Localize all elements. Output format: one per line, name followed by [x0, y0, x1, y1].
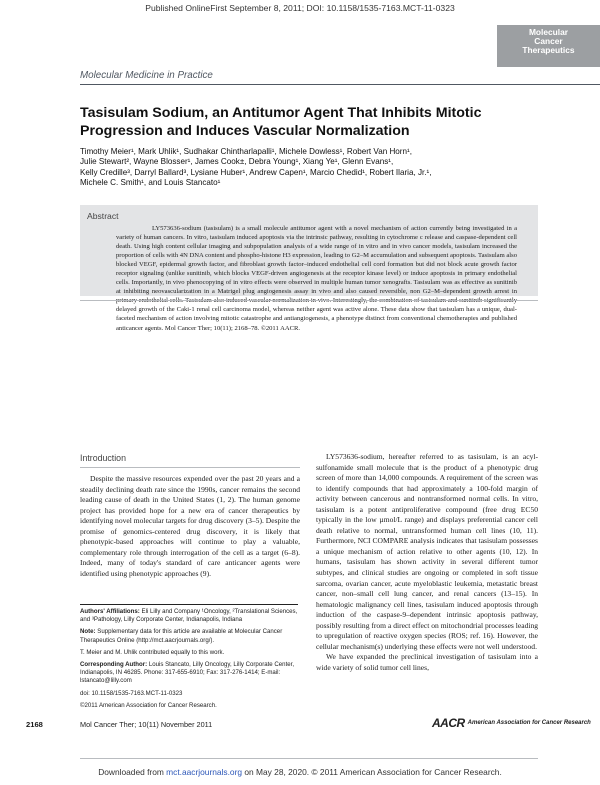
article-title — [80, 104, 520, 140]
journal-badge — [497, 25, 600, 67]
section-label: Molecular Medicine in Practice — [80, 70, 213, 81]
body-paragraph: LY573636-sodium, hereafter referred to as tasisulam, is an acyl-sulfonamide small molecule that is the product of a phenotypic drug screen of more than 14,000 compounds. A requirement of the screen was to identify compounds that had approximately a 100-fold margin of activity between cancerous and nontransformed normal cells. In vitro, tasisulam is a potent antiproliferative compound (free drug EC50 typically in the low µmol/L range) and displays preferential cancer cell death relative to normal, untransformed human cell lines (10, 11). Furthermore, NCI COMPARE analysis indicates that tasisulam possesses a unique mechanism of action relative to other agents (10, 12). In humans, tasisulam has shown activity in several different tumor subtypes, and clinical studies are ongoing or completed in soft tissue sarcoma, ovarian cancer, acute myeloblastic leukemia, metastatic breast cancer, non–small cell lung cancer, and renal cancers (13–15). In hematologic malignancy cell lines, tasisulam induced apoptosis through induction of the caspase-9–dependent intrinsic apoptosis pathway, possibly resulting from a direct effect on mitochondrial processes leading to upregulation of reactive oxygen species (ROS; ref. 16). However, the cellular mechanism(s) underlying these effects were not well understood. — [316, 452, 538, 651]
author-line: Timothy Meier¹, Mark Uhlik¹, Sudhakar Chintharlapalli¹, Michele Dowless¹, Robert Van Horn¹, — [80, 147, 412, 156]
journal-badge-line: Cancer — [534, 36, 563, 47]
note-text: Supplementary data for this article are available at Molecular Cancer Therapeutics Online (http://mct.aacrjournals.org/). — [80, 628, 283, 644]
download-suffix: on May 28, 2020. © 2011 American Association for Cancer Research. — [244, 767, 502, 777]
abstract-heading: Abstract — [87, 211, 119, 221]
corresponding-label: Corresponding Author: — [80, 661, 148, 669]
download-prefix: Downloaded from — [98, 767, 164, 777]
author-list — [80, 147, 500, 189]
footer-divider — [80, 758, 538, 759]
note-label: Note: — [80, 628, 96, 636]
body-paragraph: We have expanded the preclinical investigation of tasisulam into a wide variety of solid tumor cell lines, — [316, 652, 538, 672]
section-divider — [80, 84, 600, 85]
journal-badge-line: Therapeutics — [522, 45, 575, 56]
introduction-heading: Introduction — [80, 453, 300, 468]
author-line: Julie Stewart², Wayne Blosser¹, James Cook±, Debra Young¹, Xiang Ye¹, Glenn Evans¹, — [80, 157, 394, 167]
journal-link[interactable]: mct.aacrjournals.org — [166, 767, 243, 777]
corresponding-text: Louis Stancato, Lilly Oncology, Lilly Corporate Center, Indianapolis, IN 46285. Phone: 317-655-6910; Fax: 317-276-1414; E-mail: lstancato@lilly.com — [80, 661, 295, 685]
abstract-box — [80, 205, 538, 332]
article-footnotes — [80, 608, 298, 714]
right-column — [316, 452, 538, 673]
footer-journal: Mol Cancer Ther; 10(11) November 2011 — [80, 720, 213, 729]
affiliations-label: Authors' Affiliations: — [80, 608, 140, 615]
title-line: Progression and Induces Vascular Normalization — [80, 123, 410, 139]
abstract-divider — [80, 300, 538, 301]
introduction-paragraph: Despite the massive resources expended over the past 20 years and a steadily declining death rate since the 1990s, cancer remains the second leading cause of death in the United States (1, 2). The human genome project has provided hope for a new era of cancer therapeutics by identifying novel molecular targets for drug discovery (3–5). Despite the promise of genomics-centered drug discovery, it is likely that phenotypic-based approaches will continue to play a valuable, complementary role through interrogation of the cell as a target (6–8). Indeed, many of today's standard of care anticancer agents were identified using phenotypic approaches (9). — [80, 474, 300, 578]
left-column — [80, 453, 300, 579]
author-line: Kelly Credille³, Darryl Ballard³, Lysiane Huber¹, Andrew Capen¹, Marcio Chedid¹, Robert Ilaria, Jr.¹, — [80, 167, 432, 177]
aacr-mark: AACR — [432, 716, 465, 730]
download-notice — [0, 767, 600, 777]
aacr-logo — [432, 715, 591, 731]
title-line: Tasisulam Sodium, an Antitumor Agent That Inhibits Mitotic — [80, 105, 482, 121]
abstract-text: LY573636-sodium (tasisulam) is a small molecule antitumor agent with a novel mechanism of action currently being investigated in a variety of human cancers. In vitro, tasisulam induced apoptosis via the intrinsic pathway, resulting in cytochrome c release and caspase-dependent cell death. Using high content cellular imaging and subpopulation analysis of a wide range of in vitro and in vivo cancer models, tasisulam increased the proportion of cells with 4N DNA content and phospho-histone H3 expression, leading to G2–M accumulation and subsequent apoptosis. Tasisulam also blocked VEGF, epidermal growth factor, and fibroblast growth factor–induced endothelial cell cord formation but did not block acute growth factor receptor signaling (unlike sunitinib, which blocks VEGF-driven angiogenesis at the receptor kinase level) or induce apoptosis in primary endothelial cells. Importantly, in vivo phenocopying of in vitro effects were observed in multiple human tumor xenografts. Tasisulam was as effective as sunitinib at inhibiting neovascularization in a Matrigel plug angiogenesis assay in vivo and also caused reversible, non G2–M–dependent growth arrest in primary endothelial cells. Tasisulam also induced vascular normalization in vivo. Interestingly, the combination of tasisulam and sunitinib significantly delayed growth of the Caki-1 renal cell carcinoma model, whereas neither agent was active alone. These data show that tasisulam has a unique, dual-faceted mechanism of action involving mitotic catastrophe and antiangiogenesis, a phenotype distinct from conventional chemotherapies and published anticancer agents. Mol Cancer Ther; 10(11); 2168–78. ©2011 AACR. — [116, 225, 517, 332]
journal-badge-line: Molecular — [528, 27, 569, 37]
equal-contribution: T. Meier and M. Uhlik contributed equally to this work. — [80, 648, 225, 656]
aacr-name: American Association for Cancer Research — [467, 720, 591, 726]
footnote-divider — [80, 604, 298, 605]
publication-notice: Published OnlineFirst September 8, 2011; DOI: 10.1158/1535-7163.MCT-11-0323 — [145, 3, 455, 13]
copyright-text: ©2011 American Association for Cancer Research. — [80, 701, 217, 709]
page-number: 2168 — [26, 720, 43, 729]
affiliations-text: Eli Lilly and Company ¹Oncology, ²Translational Sciences, and ³Pathology, Lilly Corporate Center, Indianapolis, Indiana — [80, 608, 298, 624]
doi-text: doi: 10.1158/1535-7163.MCT-11-0323 — [80, 689, 183, 697]
author-line: Michele C. Smith¹, and Louis Stancato¹ — [80, 178, 221, 188]
